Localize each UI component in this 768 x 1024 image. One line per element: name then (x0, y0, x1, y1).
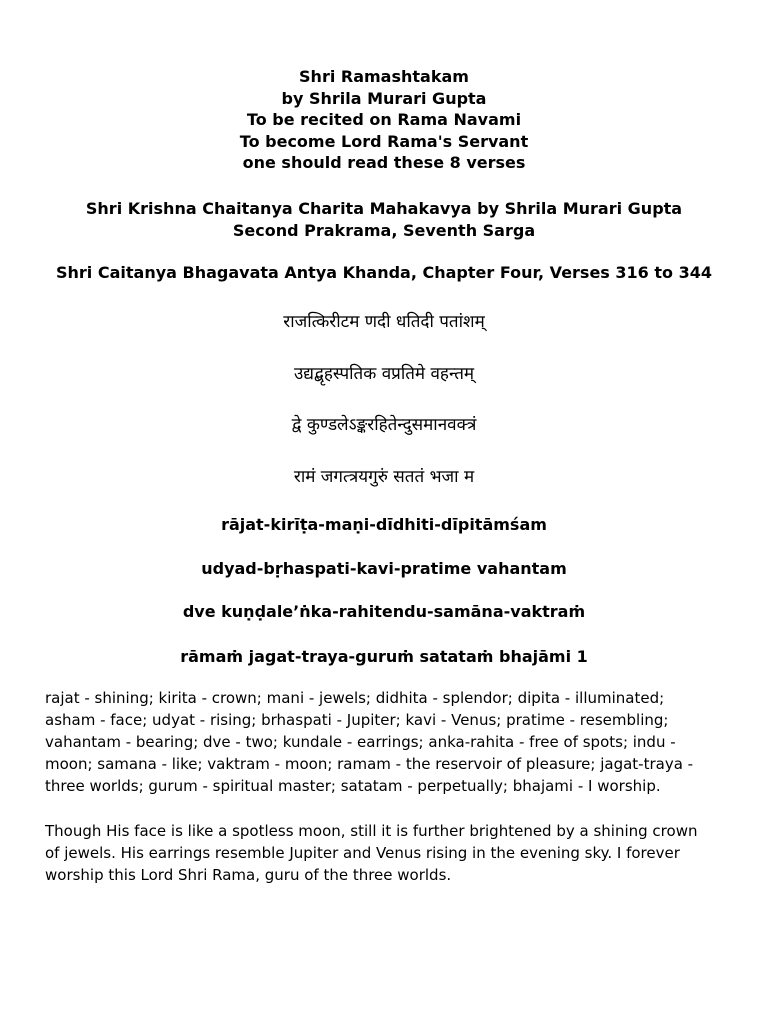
devanagari-verse-line: रामं जगत्त्रयगुरुं सततं भजा म (293, 467, 475, 487)
transliteration-line: dve kuṇḍale’ṅka-rahitendu-samāna-vaktraṁ (182, 602, 586, 621)
word-meanings-line: moon; samana - like; vaktram - moon; ramam - the reservoir of pleasure; jagat-traya - (45, 755, 694, 773)
source-primary-line: Second Prakrama, Seventh Sarga (232, 220, 536, 240)
devanagari-verse-line: उद्यद्बृहस्पतिक वप्रतिमे वहन्तम् (293, 364, 475, 384)
word-meanings-line: vahantam - bearing; dve - two; kundale - earrings; anka-rahita - free of spots; indu - (45, 733, 676, 751)
devanagari-verse-line: द्वे कुण्डलेऽङ्करहितेन्दुसमानवक्त्रं (291, 415, 477, 435)
translation-paragraph (45, 820, 735, 886)
word-meanings-line: asham - face; udyat - rising; brhaspati - Jupiter; kavi - Venus; pratime - resembling; (45, 711, 669, 729)
occasion-line: To be recited on Rama Navami (246, 110, 522, 129)
source-secondary: Shri Caitanya Bhagavata Antya Khanda, Chapter Four, Verses 316 to 344 (56, 263, 712, 282)
translation-line: worship this Lord Shri Rama, guru of the three worlds. (45, 866, 452, 884)
translation-line: Though His face is like a spotless moon, still it is further brightened by a shining crown (45, 822, 698, 840)
word-meanings-paragraph (45, 687, 735, 797)
title-line: Shri Ramashtakam (299, 67, 469, 86)
translation-line: of jewels. His earrings resemble Jupiter and Venus rising in the evening sky. I forever (45, 844, 680, 862)
source-primary (0, 198, 768, 241)
instruction-line: one should read these 8 verses (242, 153, 526, 172)
transliteration-line: rājat-kirīṭa-maṇi-dīdhiti-dīpitāmśam (221, 515, 547, 534)
title-block (0, 66, 768, 174)
word-meanings-line: rajat - shining; kirita - crown; mani - jewels; didhita - splendor; dipita - illuminated; (45, 689, 665, 707)
transliteration-line: udyad-bṛhaspati-kavi-pratime vahantam (201, 559, 567, 578)
author-line: by Shrila Murari Gupta (281, 88, 487, 108)
devanagari-verse-line: राजत्किरीटम णदी धतिदी पतांशम् (283, 312, 485, 332)
transliteration-line: rāmaṁ jagat-traya-guruṁ satataṁ bhajāmi 1 (180, 647, 588, 666)
purpose-line: To become Lord Rama's Servant (239, 131, 529, 151)
word-meanings-line: three worlds; gurum - spiritual master; satatam - perpetually; bhajami - I worship. (45, 777, 661, 795)
source-primary-line: Shri Krishna Chaitanya Charita Mahakavya by Shrila Murari Gupta (85, 199, 683, 218)
